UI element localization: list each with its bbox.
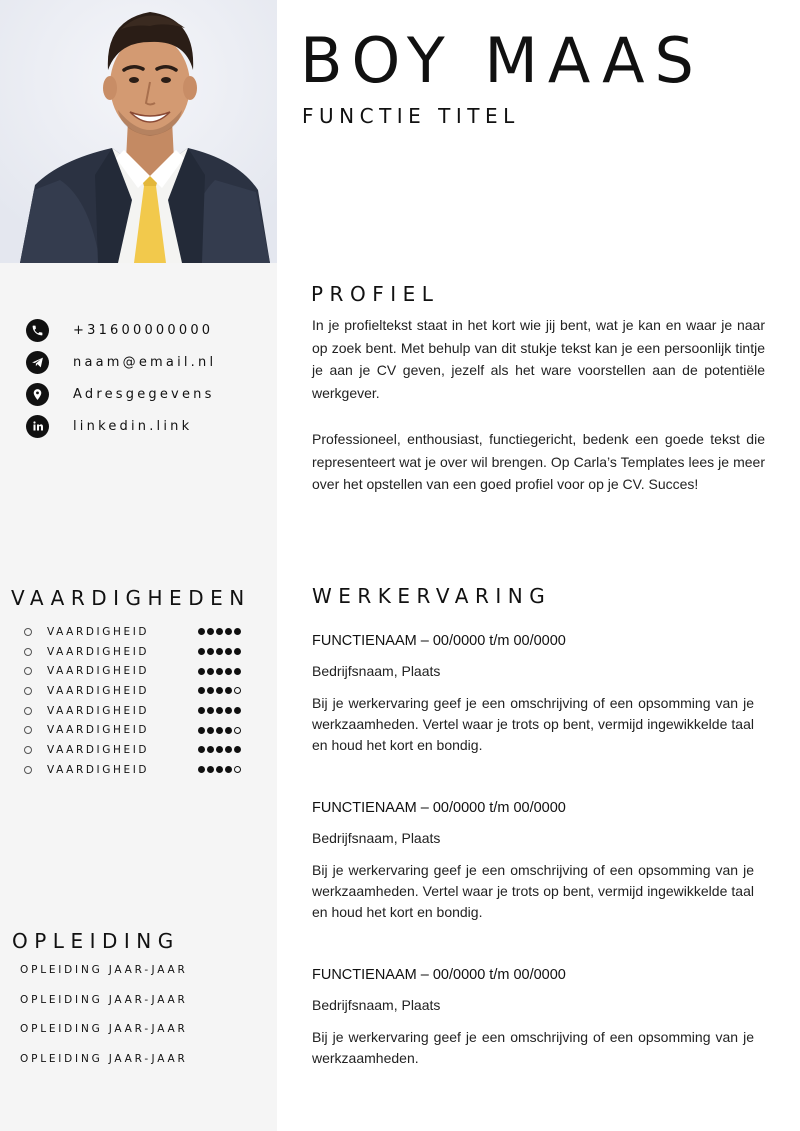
candidate-name: BOY MAAS: [300, 24, 704, 97]
rating-dot-filled: [207, 707, 214, 714]
rating-dot-empty: [234, 687, 241, 694]
education-list: [20, 964, 188, 1082]
profile-heading: PROFIEL: [311, 282, 440, 306]
rating-dot-filled: [207, 727, 214, 734]
rating-dot-filled: [216, 668, 223, 675]
rating-dot-filled: [225, 746, 232, 753]
rating-dot-filled: [198, 668, 205, 675]
rating-dot-filled: [234, 628, 241, 635]
job-1-title: FUNCTIENAAM – 00/0000 t/m 00/0000: [312, 633, 566, 649]
job-2-description: Bij je werkervaring geef je een omschrijving of een opsomming van je werkzaamheden. Vertel waar je trots op bent, vermijd ingewikkelde taal en houd het kort en bondig.: [312, 862, 754, 920]
job-1-company: Bedrijfsnaam, Plaats: [312, 663, 441, 679]
rating-dot-empty: [234, 766, 241, 773]
rating-dot-filled: [198, 628, 205, 635]
skill-row: [24, 701, 256, 721]
skill-row: [24, 760, 256, 780]
location-pin-icon: [26, 383, 49, 406]
rating-dot-filled: [225, 628, 232, 635]
skill-rating: [198, 687, 241, 694]
linkedin-icon: [26, 415, 49, 438]
rating-dot-filled: [225, 668, 232, 675]
job-3-title: FUNCTIENAAM – 00/0000 t/m 00/0000: [312, 967, 566, 983]
skills-heading: VAARDIGHEDEN: [11, 586, 251, 610]
rating-dot-filled: [198, 766, 205, 773]
education-item: OPLEIDING JAAR-JAAR: [20, 993, 188, 1006]
education-item: OPLEIDING JAAR-JAAR: [20, 1052, 188, 1065]
skill-label: VAARDIGHEID: [47, 763, 150, 776]
job-1-description: Bij je werkervaring geef je een omschrijving of een opsomming van je werkzaamheden. Vertel waar je trots op bent, vermijd ingewikkelde taal en houd het kort en bondig.: [312, 695, 754, 753]
profile-paragraph-1: In je profieltekst staat in het kort wie jij bent, wat je kan en waar je naar op zoek bent. Met behulp van dit stukje tekst kan je een persoonlijk tintje je aan je CV geven, jezelf als het ware voorstellen aan de potentiële werkgever.: [312, 317, 765, 401]
skill-label: VAARDIGHEID: [47, 684, 150, 697]
skill-label: VAARDIGHEID: [47, 743, 150, 756]
rating-dot-filled: [198, 687, 205, 694]
rating-dot-filled: [216, 687, 223, 694]
contact-list: [26, 314, 216, 442]
bullet-circle-icon: [24, 726, 32, 734]
rating-dot-filled: [234, 668, 241, 675]
contact-item-address: [26, 378, 216, 410]
job-2-company: Bedrijfsnaam, Plaats: [312, 830, 441, 846]
contact-item-phone: [26, 314, 216, 346]
rating-dot-filled: [207, 648, 214, 655]
bullet-circle-icon: [24, 628, 32, 636]
skill-label: VAARDIGHEID: [47, 645, 150, 658]
contact-linkedin-text: linkedin.link: [73, 418, 193, 434]
skill-rating: [198, 628, 241, 635]
education-heading: OPLEIDING: [12, 929, 180, 953]
portrait-illustration: [0, 0, 277, 263]
bullet-circle-icon: [24, 746, 32, 754]
contact-item-email: [26, 346, 216, 378]
profile-paragraph-2: Professioneel, enthousiast, functiegericht, bedenk een goede tekst die representeert wat je over wil brengen. Op Carla’s Templates lees je meer over het opstellen van een goed profiel voor op je CV. Succes!: [312, 431, 765, 492]
skill-row: [24, 622, 256, 642]
bullet-circle-icon: [24, 766, 32, 774]
rating-dot-filled: [198, 707, 205, 714]
rating-dot-filled: [207, 668, 214, 675]
rating-dot-filled: [216, 746, 223, 753]
rating-dot-filled: [225, 727, 232, 734]
skill-rating: [198, 727, 241, 734]
rating-dot-filled: [207, 628, 214, 635]
contact-address-text: Adresgegevens: [73, 386, 215, 402]
skill-label: VAARDIGHEID: [47, 724, 150, 737]
bullet-circle-icon: [24, 687, 32, 695]
skill-rating: [198, 707, 241, 714]
contact-phone-text: +31600000000: [73, 322, 214, 338]
education-item: OPLEIDING JAAR-JAAR: [20, 1023, 188, 1036]
job-2-title: FUNCTIENAAM – 00/0000 t/m 00/0000: [312, 800, 566, 816]
send-icon: [26, 351, 49, 374]
rating-dot-filled: [225, 766, 232, 773]
job-title: FUNCTIE TITEL: [302, 104, 520, 128]
rating-dot-filled: [225, 648, 232, 655]
rating-dot-filled: [198, 746, 205, 753]
contact-email-text: naam@email.nl: [73, 354, 217, 370]
profile-photo: [0, 0, 277, 263]
bullet-circle-icon: [24, 648, 32, 656]
rating-dot-filled: [207, 766, 214, 773]
bullet-circle-icon: [24, 667, 32, 675]
rating-dot-filled: [225, 707, 232, 714]
skill-label: VAARDIGHEID: [47, 665, 150, 678]
education-item: OPLEIDING JAAR-JAAR: [20, 964, 188, 976]
rating-dot-filled: [234, 707, 241, 714]
rating-dot-filled: [216, 707, 223, 714]
skill-row: [24, 661, 256, 681]
contact-item-linkedin: [26, 410, 216, 442]
rating-dot-filled: [216, 766, 223, 773]
skill-rating: [198, 668, 241, 675]
rating-dot-filled: [234, 746, 241, 753]
skills-list: [24, 622, 256, 780]
skill-rating: [198, 746, 241, 753]
job-3-description: Bij je werkervaring geef je een omschrijving of een opsomming van je werkzaamheden.: [312, 1029, 754, 1066]
rating-dot-filled: [225, 687, 232, 694]
job-3-company: Bedrijfsnaam, Plaats: [312, 997, 441, 1013]
skill-row: [24, 720, 256, 740]
phone-icon: [26, 319, 49, 342]
rating-dot-filled: [234, 648, 241, 655]
skill-rating: [198, 766, 241, 773]
rating-dot-filled: [207, 687, 214, 694]
skill-label: VAARDIGHEID: [47, 625, 150, 638]
rating-dot-filled: [216, 727, 223, 734]
skill-row: [24, 642, 256, 662]
skill-rating: [198, 648, 241, 655]
rating-dot-filled: [207, 746, 214, 753]
skill-label: VAARDIGHEID: [47, 704, 150, 717]
rating-dot-empty: [234, 727, 241, 734]
rating-dot-filled: [216, 648, 223, 655]
skill-row: [24, 740, 256, 760]
experience-heading: WERKERVARING: [312, 584, 552, 608]
rating-dot-filled: [216, 628, 223, 635]
rating-dot-filled: [198, 648, 205, 655]
rating-dot-filled: [198, 727, 205, 734]
bullet-circle-icon: [24, 707, 32, 715]
skill-row: [24, 681, 256, 701]
